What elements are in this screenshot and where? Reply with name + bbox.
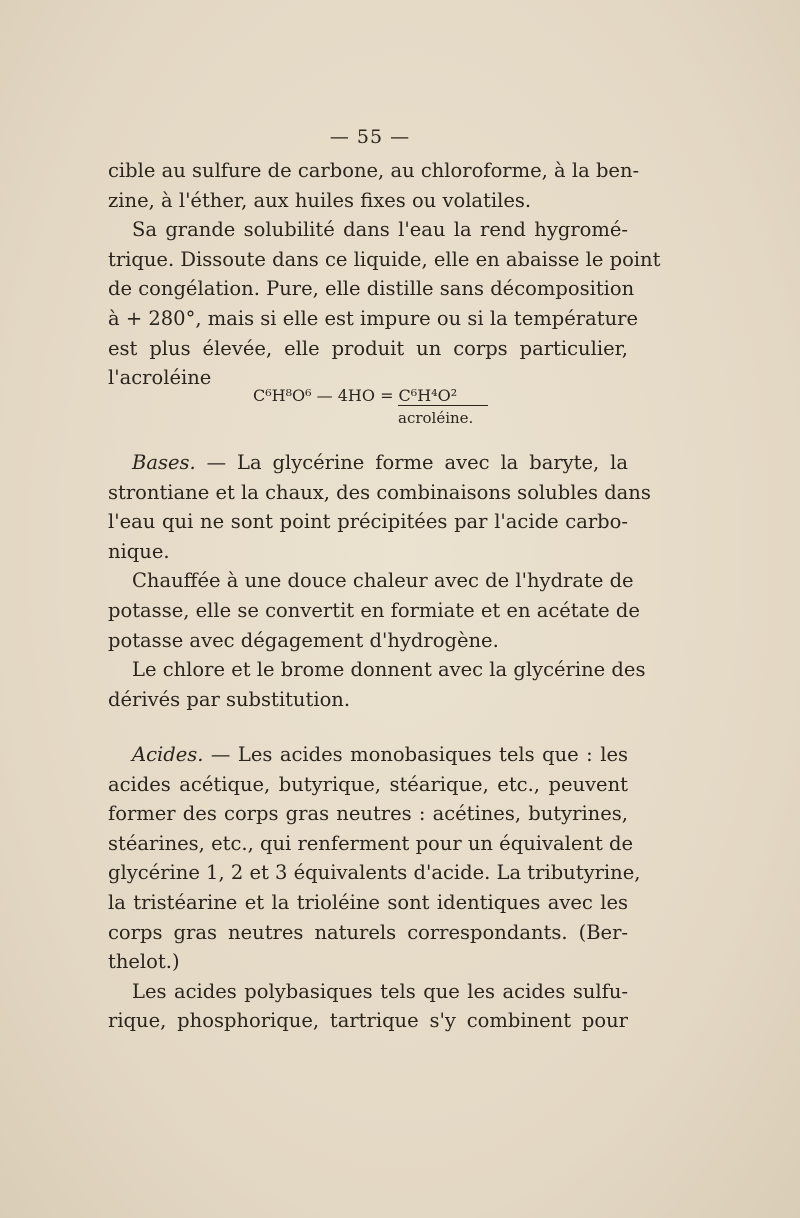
text-line: rique, phosphorique, tartrique s'y combinent pour	[108, 1009, 628, 1033]
text-line: Les acides polybasiques tels que les acides sulfu-	[132, 979, 628, 1003]
text-line: acides acétique, butyrique, stéarique, etc., peuvent	[108, 772, 628, 796]
section-bases	[108, 448, 651, 714]
text-line: thelot.)	[108, 950, 180, 974]
paragraph-solubility	[108, 156, 661, 393]
text-line: Le chlore et le brome donnent avec la glycérine des	[132, 658, 646, 682]
text-line: la tristéarine et la trioléine sont identiques avec les	[108, 890, 628, 914]
text-line: Sa grande solubilité dans l'eau la rend hygromé-	[132, 218, 628, 242]
text-line	[108, 448, 628, 478]
text-line: stéarines, etc., qui renferment pour un équivalent de	[108, 831, 634, 855]
text-line: à + 280°, mais si elle est impure ou si la température	[108, 306, 638, 330]
text-line: de congélation. Pure, elle distille sans décomposition	[108, 277, 635, 301]
section-acides	[108, 740, 641, 1036]
text-line: l'acroléine	[108, 366, 212, 390]
text-line: trique. Dissoute dans ce liquide, elle en abaisse le point	[108, 247, 661, 271]
text-line: l'eau qui ne sont point précipitées par l'acide carbo-	[108, 510, 628, 534]
text-line: nique.	[108, 539, 170, 563]
text-line: strontiane et la chaux, des combinaisons solubles dans	[108, 480, 651, 504]
chemical-equation: C⁶H⁸O⁶ — 4HO = C⁶H⁴O²	[253, 386, 458, 405]
text-line: corps gras neutres naturels correspondants. (Ber-	[108, 920, 628, 944]
text-line: glycérine 1, 2 et 3 équivalents d'acide. La tributyrine,	[108, 861, 641, 885]
text-line: Chauffée à une douce chaleur avec de l'hydrate de	[132, 569, 634, 593]
section-heading-acides: Acides.	[132, 743, 204, 766]
section-heading-bases: Bases.	[132, 451, 196, 474]
text-line	[108, 740, 628, 770]
text-line: cible au sulfure de carbone, au chloroforme, à la ben-	[108, 159, 640, 182]
text-line: potasse, elle se convertit en formiate et en acétate de	[108, 598, 640, 622]
text-line: former des corps gras neutres : acétines, butyrines,	[108, 802, 628, 826]
text-line: dérivés par substitution.	[108, 687, 351, 711]
text-run: — Les acides monobasiques tels que : les	[203, 743, 628, 766]
text-line: zine, à l'éther, aux huiles fixes ou volatiles.	[108, 188, 532, 212]
text-line: est plus élevée, elle produit un corps particulier,	[108, 336, 628, 360]
text-run: — La glycérine forme avec la baryte, la	[195, 451, 628, 474]
equation-product-label: acroléine.	[398, 405, 488, 427]
text-line: potasse avec dégagement d'hydrogène.	[108, 628, 499, 652]
page-number: — 55 —	[329, 126, 411, 148]
